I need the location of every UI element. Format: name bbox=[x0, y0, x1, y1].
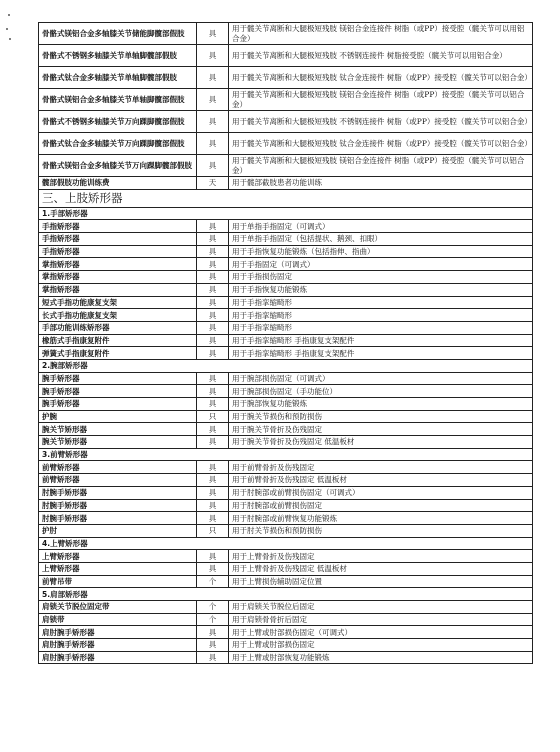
item-name-cell: 肩锁关节脱位固定带 bbox=[39, 601, 197, 614]
table-body bbox=[39, 23, 533, 664]
item-unit-cell: 具 bbox=[197, 626, 229, 639]
item-unit-cell: 具 bbox=[197, 133, 229, 155]
item-unit-cell: 具 bbox=[197, 233, 229, 246]
item-name-cell: 肘腕手矫形器 bbox=[39, 486, 197, 499]
item-unit-cell: 具 bbox=[197, 309, 229, 322]
item-name-cell: 腕关节矫形器 bbox=[39, 436, 197, 449]
item-name-cell: 肩锁带 bbox=[39, 613, 197, 626]
item-name-cell: 掌指矫形器 bbox=[39, 271, 197, 284]
table-row bbox=[39, 334, 533, 347]
item-description-cell: 用于肩锁关节脱位后固定 bbox=[229, 601, 533, 614]
item-description-cell: 用于手指挛缩畸形 bbox=[229, 321, 533, 334]
table-row bbox=[39, 347, 533, 360]
item-name-cell: 骨骼式不锈钢多轴膝关节单轴脚髋部假肢 bbox=[39, 45, 197, 67]
category-title: 1.手部矫形器 bbox=[39, 207, 533, 220]
item-unit-cell: 个 bbox=[197, 613, 229, 626]
item-unit-cell: 具 bbox=[197, 461, 229, 474]
item-name-cell: 骨骼式钛合金多轴膝关节万向踝脚髋部假肢 bbox=[39, 133, 197, 155]
item-unit-cell: 具 bbox=[197, 296, 229, 309]
category-row bbox=[39, 359, 533, 372]
category-title: 3.前臂矫形器 bbox=[39, 448, 533, 461]
item-description-cell: 用于肘关节损伤和预防损伤 bbox=[229, 524, 533, 537]
table-row bbox=[39, 283, 533, 296]
category-row bbox=[39, 588, 533, 601]
item-unit-cell: 具 bbox=[197, 651, 229, 664]
item-unit-cell: 具 bbox=[197, 334, 229, 347]
item-unit-cell: 具 bbox=[197, 486, 229, 499]
item-description-cell: 用于肘腕部或前臂恢复功能锻炼 bbox=[229, 512, 533, 525]
item-unit-cell: 具 bbox=[197, 398, 229, 411]
table-row bbox=[39, 639, 533, 652]
section-heading: 三、上肢矫形器 bbox=[39, 189, 533, 207]
item-name-cell: 骨骼式镁铝合金多轴膝关节万向踝脚髋部假肢 bbox=[39, 155, 197, 177]
item-name-cell: 手指矫形器 bbox=[39, 245, 197, 258]
table-row bbox=[39, 398, 533, 411]
item-unit-cell: 只 bbox=[197, 410, 229, 423]
item-description-cell: 用于前臂骨折及伤残固定 低温板材 bbox=[229, 474, 533, 487]
item-description-cell: 用于髋关节离断和大腿极短残肢 镁铝合金连接件 树脂（或PP）接受腔（髋关节可以铝合金） bbox=[229, 89, 533, 111]
item-description-cell: 用于髋关节离断和大腿极短残肢 镁铝合金连接件 树脂（或PP）接受腔（髋关节可以铝合金） bbox=[229, 155, 533, 177]
table-row bbox=[39, 89, 533, 111]
item-name-cell: 肘腕手矫形器 bbox=[39, 512, 197, 525]
item-description-cell: 用于腕关节损伤和预防损伤 bbox=[229, 410, 533, 423]
category-row bbox=[39, 537, 533, 550]
item-name-cell: 掌指矫形器 bbox=[39, 258, 197, 271]
section-heading-row bbox=[39, 189, 533, 207]
item-name-cell: 手指矫形器 bbox=[39, 220, 197, 233]
table-row bbox=[39, 524, 533, 537]
item-description-cell: 用于手指固定（可调式） bbox=[229, 258, 533, 271]
item-unit-cell: 具 bbox=[197, 474, 229, 487]
item-description-cell: 用于手指损伤固定 bbox=[229, 271, 533, 284]
item-unit-cell: 具 bbox=[197, 423, 229, 436]
item-unit-cell: 具 bbox=[197, 499, 229, 512]
table-row bbox=[39, 651, 533, 664]
item-unit-cell: 具 bbox=[197, 220, 229, 233]
item-name-cell: 长式手指功能康复支架 bbox=[39, 309, 197, 322]
table-row bbox=[39, 410, 533, 423]
item-name-cell: 骨骼式不锈钢多轴膝关节万向踝脚髋部假肢 bbox=[39, 111, 197, 133]
item-name-cell: 上臂矫形器 bbox=[39, 550, 197, 563]
item-unit-cell: 具 bbox=[197, 436, 229, 449]
table-row bbox=[39, 23, 533, 45]
item-name-cell: 腕手矫形器 bbox=[39, 372, 197, 385]
table-row bbox=[39, 45, 533, 67]
item-unit-cell: 具 bbox=[197, 89, 229, 111]
item-unit-cell: 具 bbox=[197, 271, 229, 284]
table-row bbox=[39, 111, 533, 133]
table-row bbox=[39, 575, 533, 588]
item-description-cell: 用于髋关节离断和大腿极短残肢 不锈钢连接件 树脂接受腔（髋关节可以用铝合金） bbox=[229, 45, 533, 67]
table-row bbox=[39, 372, 533, 385]
item-name-cell: 弹簧式手指康复附件 bbox=[39, 347, 197, 360]
item-unit-cell: 个 bbox=[197, 601, 229, 614]
table-row bbox=[39, 177, 533, 190]
item-unit-cell: 具 bbox=[197, 347, 229, 360]
table-row bbox=[39, 512, 533, 525]
item-name-cell: 护腕 bbox=[39, 410, 197, 423]
item-name-cell: 腕手矫形器 bbox=[39, 398, 197, 411]
category-row bbox=[39, 448, 533, 461]
item-name-cell: 短式手指功能康复支架 bbox=[39, 296, 197, 309]
item-unit-cell: 具 bbox=[197, 45, 229, 67]
table-row bbox=[39, 562, 533, 575]
item-description-cell: 用于上臂或肘部损伤固定（可调式） bbox=[229, 626, 533, 639]
item-description-cell: 用于肩锁骨骨折后固定 bbox=[229, 613, 533, 626]
item-description-cell: 用于腕部损伤固定（手功能位） bbox=[229, 385, 533, 398]
item-name-cell: 骨骼式镁铝合金多轴膝关节储能脚髋部假肢 bbox=[39, 23, 197, 45]
item-description-cell: 用于手指挛缩畸形 手指康复支架配件 bbox=[229, 347, 533, 360]
table-row bbox=[39, 233, 533, 246]
item-description-cell: 用于髋部截肢患者功能训练 bbox=[229, 177, 533, 190]
item-description-cell: 用于手指恢复功能锻炼（包括指伸、指曲） bbox=[229, 245, 533, 258]
item-description-cell: 用于上臂或肘部恢复功能锻炼 bbox=[229, 651, 533, 664]
table-row bbox=[39, 271, 533, 284]
item-unit-cell: 具 bbox=[197, 512, 229, 525]
table-row bbox=[39, 613, 533, 626]
item-unit-cell: 具 bbox=[197, 639, 229, 652]
item-unit-cell: 天 bbox=[197, 177, 229, 190]
table-row bbox=[39, 486, 533, 499]
item-unit-cell: 具 bbox=[197, 550, 229, 563]
table-row bbox=[39, 499, 533, 512]
item-unit-cell: 具 bbox=[197, 67, 229, 89]
table-row bbox=[39, 461, 533, 474]
item-unit-cell: 具 bbox=[197, 385, 229, 398]
item-name-cell: 护肘 bbox=[39, 524, 197, 537]
table-row bbox=[39, 601, 533, 614]
item-name-cell: 前臂矫形器 bbox=[39, 461, 197, 474]
table-row bbox=[39, 436, 533, 449]
item-description-cell: 用于上臂损伤辅助固定位置 bbox=[229, 575, 533, 588]
table-row bbox=[39, 296, 533, 309]
item-description-cell: 用于单指手指固定（包括提状、鹅颈、扣眼） bbox=[229, 233, 533, 246]
item-unit-cell: 具 bbox=[197, 111, 229, 133]
item-name-cell: 前臂矫形器 bbox=[39, 474, 197, 487]
orthotics-price-table bbox=[38, 22, 533, 664]
table-row bbox=[39, 133, 533, 155]
item-name-cell: 手指矫形器 bbox=[39, 233, 197, 246]
item-description-cell: 用于髋关节离断和大腿极短残肢 钛合金连接件 树脂（或PP）接受腔（髋关节可以铝合金） bbox=[229, 133, 533, 155]
item-description-cell: 用于腕部损伤固定（可调式） bbox=[229, 372, 533, 385]
table-row bbox=[39, 220, 533, 233]
item-description-cell: 用于髋关节离断和大腿极短残肢 不锈钢连接件 树脂（或PP）接受腔（髋关节可以铝合金） bbox=[229, 111, 533, 133]
item-name-cell: 腕手矫形器 bbox=[39, 385, 197, 398]
table-row bbox=[39, 245, 533, 258]
item-unit-cell: 具 bbox=[197, 155, 229, 177]
item-unit-cell: 个 bbox=[197, 575, 229, 588]
item-unit-cell: 具 bbox=[197, 372, 229, 385]
item-description-cell: 用于单指手指固定（可调式） bbox=[229, 220, 533, 233]
table-row bbox=[39, 550, 533, 563]
item-unit-cell: 具 bbox=[197, 283, 229, 296]
table-row bbox=[39, 67, 533, 89]
item-unit-cell: 具 bbox=[197, 321, 229, 334]
item-name-cell: 骨骼式钛合金多轴膝关节单轴脚髋部假肢 bbox=[39, 67, 197, 89]
item-description-cell: 用于腕部恢复功能锻炼 bbox=[229, 398, 533, 411]
item-description-cell: 用于手指挛缩畸形 bbox=[229, 309, 533, 322]
item-name-cell: 手部功能训练矫形器 bbox=[39, 321, 197, 334]
table-row bbox=[39, 321, 533, 334]
table-row bbox=[39, 474, 533, 487]
item-unit-cell: 具 bbox=[197, 562, 229, 575]
item-name-cell: 前臂吊带 bbox=[39, 575, 197, 588]
category-title: 5.肩部矫形器 bbox=[39, 588, 533, 601]
item-name-cell: 橡筋式手指康复附件 bbox=[39, 334, 197, 347]
item-name-cell: 髋部假肢功能训练费 bbox=[39, 177, 197, 190]
scan-specks bbox=[6, 14, 16, 44]
category-row bbox=[39, 207, 533, 220]
item-description-cell: 用于髋关节离断和大腿极短残肢 镁铝合金连接件 树脂（或PP）接受腔（髋关节可以用铝合金） bbox=[229, 23, 533, 45]
item-description-cell: 用于上臂或肘部损伤固定 bbox=[229, 639, 533, 652]
table-row bbox=[39, 385, 533, 398]
table-row bbox=[39, 423, 533, 436]
table-row bbox=[39, 258, 533, 271]
table-row bbox=[39, 155, 533, 177]
item-unit-cell: 具 bbox=[197, 258, 229, 271]
item-name-cell: 肘腕手矫形器 bbox=[39, 499, 197, 512]
item-description-cell: 用于肘腕部或前臂损伤固定 bbox=[229, 499, 533, 512]
item-description-cell: 用于上臂骨折及伤残固定 bbox=[229, 550, 533, 563]
item-name-cell: 腕关节矫形器 bbox=[39, 423, 197, 436]
item-name-cell: 肩肘腕手矫形器 bbox=[39, 626, 197, 639]
item-description-cell: 用于上臂骨折及伤残固定 低温板材 bbox=[229, 562, 533, 575]
table-row bbox=[39, 626, 533, 639]
item-name-cell: 肩肘腕手矫形器 bbox=[39, 639, 197, 652]
item-description-cell: 用于手指恢复功能锻炼 bbox=[229, 283, 533, 296]
item-unit-cell: 具 bbox=[197, 23, 229, 45]
table-row bbox=[39, 309, 533, 322]
item-description-cell: 用于腕关节骨折及伤残固定 bbox=[229, 423, 533, 436]
item-unit-cell: 具 bbox=[197, 245, 229, 258]
category-title: 2.腕部矫形器 bbox=[39, 359, 533, 372]
item-unit-cell: 只 bbox=[197, 524, 229, 537]
item-name-cell: 掌指矫形器 bbox=[39, 283, 197, 296]
item-name-cell: 肩肘腕手矫形器 bbox=[39, 651, 197, 664]
item-description-cell: 用于腕关节骨折及伤残固定 低温板材 bbox=[229, 436, 533, 449]
item-description-cell: 用于髋关节离断和大腿极短残肢 钛合金连接件 树脂（或PP）接受腔（髋关节可以铝合金） bbox=[229, 67, 533, 89]
item-description-cell: 用于手指挛缩畸形 手指康复支架配件 bbox=[229, 334, 533, 347]
item-name-cell: 上臂矫形器 bbox=[39, 562, 197, 575]
item-description-cell: 用于肘腕部或前臂损伤固定（可调式） bbox=[229, 486, 533, 499]
category-title: 4.上臂矫形器 bbox=[39, 537, 533, 550]
item-description-cell: 用于前臂骨折及伤残固定 bbox=[229, 461, 533, 474]
item-description-cell: 用于手指挛缩畸形 bbox=[229, 296, 533, 309]
item-name-cell: 骨骼式镁铝合金多轴膝关节单轴脚髋部假肢 bbox=[39, 89, 197, 111]
